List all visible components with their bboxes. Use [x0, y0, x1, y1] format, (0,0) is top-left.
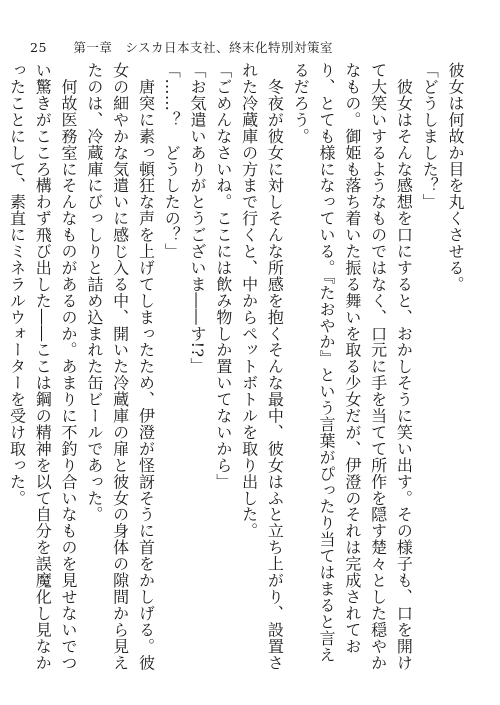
running-title: 第一章 シスカ日本支社、終末化特別対策室: [73, 40, 334, 55]
paragraph: 何故医務室にそんなものがあるのか。あまりに不釣り合いなものを見せないでつい驚きがこころ構わず飛び出した――ここは鋼の精神を以て自分を誤魔化し見なかったことにして、素直にミネラルウォーターを受け取った。: [7, 62, 79, 671]
paragraph: 冬夜が彼女に対しそんな所感を抱くそんな最中、彼女はふと立ち上がり、設置された冷蔵庫の方まで行くと、中からペットボトルを取り出した。: [239, 62, 285, 671]
page-number: 25: [30, 40, 47, 55]
paragraph: 「……？ どうしたの？」: [162, 62, 182, 260]
running-header: [30, 38, 333, 56]
paragraph: 「お気遣いありがとうございま――す!?」: [188, 62, 208, 375]
paragraph: 「ごめんなさいね。ここには飲み物しか置いてないから」: [213, 62, 233, 490]
paragraph: 「どうしました？」: [420, 62, 440, 211]
paragraph: 彼女はそんな感想を口にすると、おかしそうに笑い出す。その様子も、口を開けて大笑いするようなものではなく、口元に手を当てて所作を隠す楚々とした穏やかなもの。御姫も落ち着いた振る舞いを取る少女だが、伊澄のそれは完成されており、とても様になっている。『たおやか』という言葉がぴったり当てはまると言えるだろう。: [291, 62, 414, 671]
vertical-body-text: [7, 62, 468, 674]
paragraph: 彼女は何故か目を丸くさせる。: [446, 62, 465, 293]
paragraph: 唐突に素っ頓狂な声を上げてしまったため、伊澄が怪訝そうに首をかしげる。彼女の細やかな気遣いに感じ入る中、開いた冷蔵庫の扉と彼女の身体の隙間から見えたのは、冷蔵庫にびっしりと詰め込まれた缶ビールであった。: [84, 62, 156, 671]
